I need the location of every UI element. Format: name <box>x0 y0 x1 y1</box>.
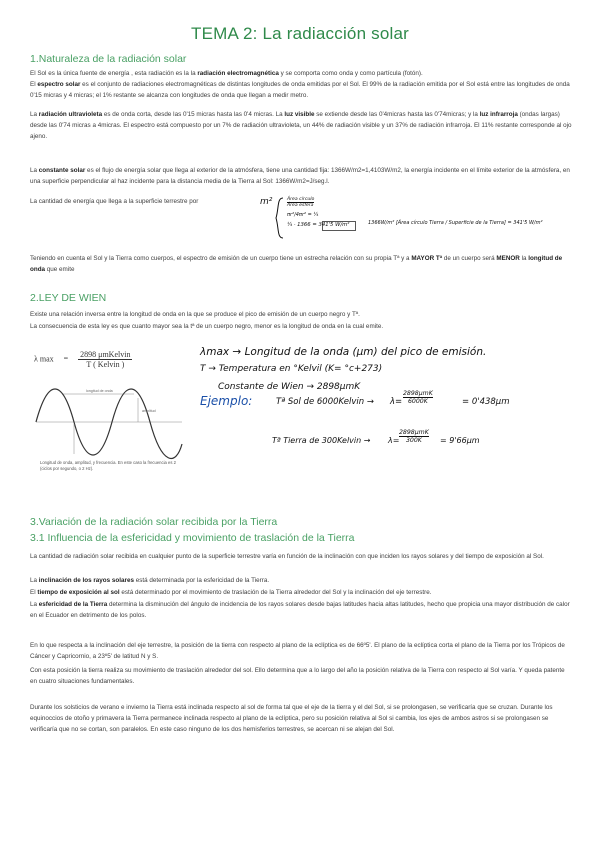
text-run: es el conjunto de radiaciones electromagnéticas de distintas longitudes de onda emitidas por el Sol. El 99% de la radiación emitida por el Sol está entre las longitudes de onda 0'15 micras y 4 micras; el 1% restante se alcanza con longitudes de onda que llegan a medir metro. <box>30 81 570 99</box>
bold-term: longitud de onda <box>30 255 563 273</box>
bold-term: espectro solar <box>37 81 81 88</box>
calc-den: Área esfera <box>287 203 314 208</box>
text-run: está determinada por la esfericidad de la Tierra. <box>133 577 270 584</box>
s3-paragraph-1: La cantidad de radiación solar recibida en cualquier punto de la superficie terrestre varía en función de la inclinación con que inciden los rayos solares y del tiempo de exposición al Sol. <box>30 553 544 560</box>
example2-den: 300K <box>405 437 422 444</box>
text-run: y se comporta como onda y como partícula (fotón). <box>278 70 423 77</box>
calc-result-box <box>322 221 356 231</box>
text-run: de un cuerpo será <box>442 255 497 262</box>
text-run: La <box>30 167 39 174</box>
example1-den: 6000K <box>407 398 428 405</box>
s3-paragraph-2 <box>30 576 572 587</box>
bold-term: luz visible <box>284 111 315 118</box>
text-run: (ondas largas) desde las 0'74 micras a 4micras. El espectro está compuesto por un 7% de radiación ultravioleta, un 44% de radiación visible y un 37% de radiación infrarroja. El 11% restante corresponde al ojo ajeno. <box>30 111 572 140</box>
calc-right: 1366W/m² [Área círculo Tierra / Superficie de la Tierra] = 341'5 W/m² <box>368 220 543 226</box>
bold-term: inclinación de los rayos solares <box>38 577 134 584</box>
text-run: La <box>30 601 39 608</box>
s1-paragraph-5: La cantidad de energía que llega a la superficie terrestre por <box>30 198 199 205</box>
s1-paragraph-1 <box>30 69 572 80</box>
wave-label-amp: amplitud <box>142 409 156 413</box>
formula-num: 2898 μmKelvin <box>80 350 131 359</box>
text-run: la <box>519 255 529 262</box>
example1-fraction <box>403 390 433 405</box>
note-lambda: λmax → Longitud de la onda (μm) del pico de emisión. <box>200 346 487 358</box>
wave-label-top: longitud de onda <box>86 389 113 393</box>
example2-lambda: λ= <box>388 436 400 445</box>
page-title: TEMA 2: La radiacción solar <box>191 24 409 43</box>
text-run: La <box>30 577 39 584</box>
text-run: es de onda corta, desde las 0'15 micras hasta las 0'4 micras. La <box>102 111 285 118</box>
s1-paragraph-2 <box>30 80 572 102</box>
bold-term: radiación ultravioleta <box>38 111 103 118</box>
text-run: Teniendo en cuenta el Sol y la Tierra como cuerpos, el espectro de emisión de un cuerpo tiene un estrecha relación con su propia Tª y a <box>30 255 412 262</box>
bold-term: tiempo de exposición al sol <box>37 589 120 596</box>
s1-paragraph-4 <box>30 166 572 188</box>
calc-ratio: πr²/4πr² = ¼ <box>287 212 319 218</box>
section-2-heading: 2.LEY DE WIEN <box>30 292 107 304</box>
note-temperature: T → Temperatura en °Kelvil (K= °c+273) <box>200 364 383 374</box>
example1-left: Tª Sol de 6000Kelvin → <box>276 397 374 407</box>
calc-num: Área círculo <box>287 197 315 202</box>
s3-paragraph-3 <box>30 588 572 599</box>
example2-result: = 9'66μm <box>440 436 480 445</box>
calc-fraction-top <box>287 197 314 208</box>
text-run: El <box>30 81 38 88</box>
wien-formula <box>34 350 132 369</box>
bold-term: radiación electromagnética <box>197 70 279 77</box>
example2-fraction <box>399 429 429 444</box>
text-run: El Sol es la única fuente de energía , esta radiación es la la <box>30 70 198 77</box>
bold-term: MENOR <box>496 255 520 262</box>
wave-curve <box>36 389 182 458</box>
s3-paragraph-6: Con esta posición la tierra realiza su movimiento de traslación alrededor del sol. Ello determina que a lo largo del año la posición relativa de la Tierra con respecto al Sol varía. Y queda patente en cuatro situaciones fundamentales. <box>30 667 565 685</box>
text-run: determina la disminución del ángulo de incidencia de los rayos solares desde bajas latitudes hacia altas latitudes, hecho que propicia una mayor distribución de calor en el Ecuador en detrimento de los polos. <box>30 601 570 619</box>
text-run: es el flujo de energía solar que llega al exterior de la atmósfera, tiene una cantidad fija: 1366W/m2=1,4103W/m2, la energía incidente en el límite exterior de la atmósfera, en una superficie perpendicular al haz incidente para la distancia media de la Tierra al Sol: 1366W/m2=J/seg.l. <box>30 167 570 185</box>
example1-num: 2898μmK <box>403 390 433 397</box>
bold-term: luz infrarroja <box>479 111 518 118</box>
s1-paragraph-3 <box>30 110 572 142</box>
s1-paragraph-6 <box>30 254 572 276</box>
calc-result: ¼ · 1366 = 341'5 W/m² <box>287 222 350 228</box>
calc-m2: m² <box>260 197 273 207</box>
section-3-1-heading: 3.1 Influencia de la esfericidad y movimiento de traslación de la Tierra <box>30 532 355 544</box>
text-run: que emite <box>45 265 75 273</box>
formula-fraction <box>78 350 132 369</box>
formula-eq: = <box>63 354 69 364</box>
text-run: El <box>30 589 38 596</box>
bold-term: MAYOR Tª <box>411 255 443 262</box>
formula-lhs: λ max <box>34 354 54 364</box>
wave-diagram <box>34 384 184 460</box>
section-1-heading: 1.Naturaleza de la radiación solar <box>30 53 187 65</box>
s2-paragraph-1: Existe una relación inversa entre la longitud de onda en la que se produce el pico de emisión de un cuerpo negro y Tª. <box>30 311 360 318</box>
text-run: está determinado por el movimiento de traslación de la Tierra alrededor del Sol y la inclinación del eje terrestre. <box>119 589 432 596</box>
text-run: La <box>30 111 39 118</box>
s3-paragraph-7: Durante los solsticios de verano e invierno la Tierra está inclinada respecto al sol de forma tal que el eje de la tierra y el del Sol, si se prolongasen, se verificaría que se cruzan. Durante los equinoccios de otoño y primavera la Tierra permanece inclinada respecto al plano de la eclíptica, pero su posición relativa al Sol si cambia, los ejes de ambos astros si se prolongasen se verificaría que no se cortan, son paralelos. En este caso ninguno de los dos hemisferios terrestres, se acercan ni se alejan del Sol. <box>30 704 553 733</box>
example2-left: Tª Tierra de 300Kelvin → <box>272 436 371 445</box>
s3-paragraph-4 <box>30 600 572 622</box>
section-3-heading: 3.Variación de la radiación solar recibida por la Tierra <box>30 516 278 528</box>
s2-paragraph-2: La consecuencia de esta ley es que cuanto mayor sea la tª de un cuerpo negro, menor es la longitud de onda en la cual emite. <box>30 323 384 330</box>
wave-caption: Longitud de onda, amplitud, y frecuencia. En este caso la frecuencia es 2 (ciclos por segundo, o 2 Hz). <box>40 460 176 471</box>
example1-lambda: λ= <box>390 397 403 407</box>
calc-brace-icon <box>273 196 285 240</box>
s3-paragraph-5: En lo que respecta a la inclinación del eje terrestre, la posición de la tierra con respecto al plano de la eclíptica es de 66º5'. El plano de la eclíptica corta el plano de la Tierra por los Trópicos de Cáncer y Capricornio, a 23º5' de latitud N y S. <box>30 642 565 660</box>
example-label: Ejemplo: <box>200 394 253 408</box>
formula-den: T ( Kelvin ) <box>86 360 125 369</box>
text-run: se extiende desde las 0'4micras hasta las 0'74micras; y la <box>314 111 480 118</box>
bold-term: esfericidad de la Tierra <box>38 601 108 608</box>
note-wien-constant: Constante de Wien → 2898μmK <box>218 382 361 392</box>
example1-result: = 0'438μm <box>462 397 510 407</box>
bold-term: constante solar <box>38 167 86 174</box>
example2-num: 2898μmK <box>399 429 429 436</box>
